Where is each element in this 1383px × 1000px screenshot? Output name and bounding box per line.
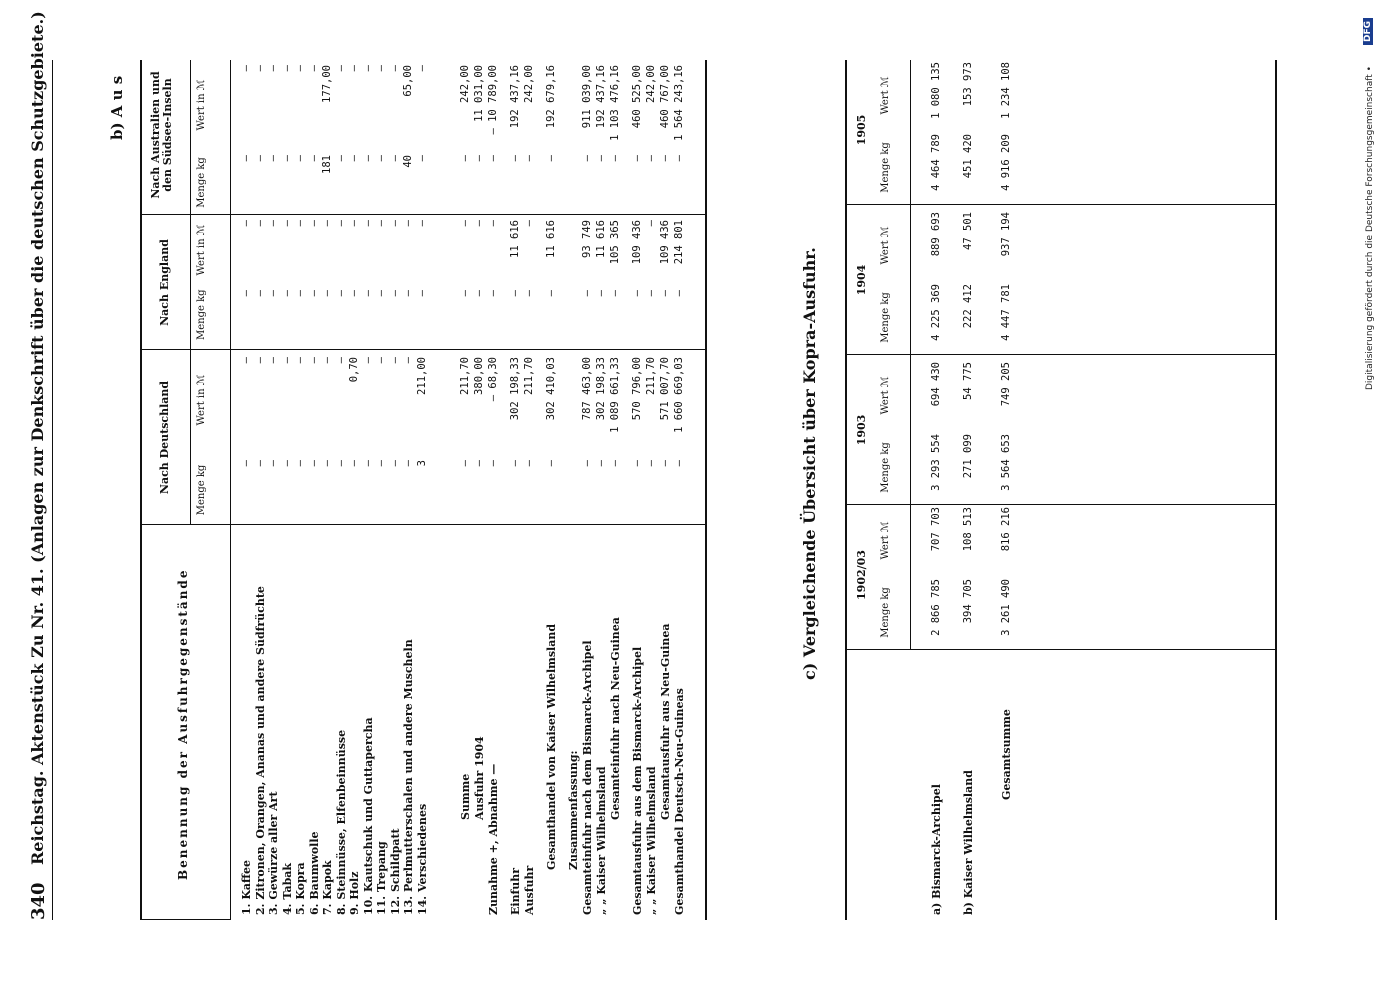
summary-cell-en_w: — xyxy=(487,220,499,227)
kopra-row-name: b) Kaiser Wilhelmsland xyxy=(962,770,975,915)
item-cell-au_m: — xyxy=(294,155,306,162)
summary-name: Gesamthandel Deutsch-Neu-Guineas xyxy=(673,688,686,915)
summary-cell-en_m: — xyxy=(631,290,643,297)
summary-cell-de_w: 211,70 xyxy=(459,357,471,395)
item-cell-au_m: — xyxy=(348,155,360,162)
item-cell-en_w: — xyxy=(240,220,252,227)
summary-cell-de_m: — xyxy=(645,460,657,467)
summary-cell-en_m: — xyxy=(673,290,685,297)
running-head: Reichstag. Aktenstück Zu Nr. 41. (Anlagen zur Denkschrift über die deutschen Schutzgebiete.) xyxy=(28,11,47,865)
item-cell-de_m: — xyxy=(267,460,279,467)
summary-cell-de_m: — xyxy=(487,460,499,467)
item-cell-en_w: — xyxy=(348,220,360,227)
item-cell-au_m: — xyxy=(388,155,401,162)
item-cell-au_w: — xyxy=(388,65,401,72)
wert-head: Wert ℳ xyxy=(880,226,891,265)
item-cell-en_m: — xyxy=(294,290,306,297)
kopra-cell: 3 293 554 xyxy=(930,434,942,491)
kopra-cell: 4 464 789 xyxy=(930,134,942,191)
year-head: 1904 xyxy=(855,264,868,296)
table-b-bottom-rule xyxy=(705,60,707,920)
summary-cell-au_m: — xyxy=(473,155,485,162)
menge-head: Menge kg xyxy=(880,292,891,343)
item-cell-de_w: — xyxy=(321,357,333,364)
item-cell-en_w: — xyxy=(321,220,333,227)
item-name: 2. Zitronen, Orangen, Ananas und andere Südfrüchte xyxy=(253,586,267,915)
credit-line: Digitalisierung gefördert durch die Deutsche Forschungsgemeinschaft • xyxy=(1365,66,1375,390)
summary-cell-en_w: 105 365 xyxy=(609,220,621,265)
summary-name: Gesamthandel von Kaiser Wilhelmsland xyxy=(545,623,558,870)
summary-cell-en_m: — xyxy=(659,290,671,297)
kopra-cell: 816 216 xyxy=(1000,507,1012,552)
item-cell-en_w: — xyxy=(267,220,279,227)
summary-name: Gesamteinfuhr nach Neu-Guinea xyxy=(609,617,622,820)
item-cell-en_m: — xyxy=(375,290,387,297)
summary-cell-en_m: — xyxy=(645,290,657,297)
summary-cell-au_m: — xyxy=(487,155,499,162)
item-cell-en_w: — xyxy=(415,220,428,227)
item-cell-de_m: — xyxy=(348,460,360,467)
summary-cell-en_m: — xyxy=(581,290,593,297)
en-menge-head: Menge kg xyxy=(196,289,207,340)
kopra-cell: 749 205 xyxy=(1000,362,1012,407)
item-name: 14. Verschiedenes xyxy=(415,803,429,915)
wert-head: Wert ℳ xyxy=(880,521,891,560)
item-cell-au_w: — xyxy=(294,65,306,72)
summary-cell-au_m: — xyxy=(609,155,621,162)
item-cell-en_w: — xyxy=(361,220,374,227)
table-b-left-edge xyxy=(140,919,230,920)
item-cell-de_m: — xyxy=(307,460,320,467)
summary-cell-de_w: 211,70 xyxy=(523,357,535,395)
item-cell-en_w: — xyxy=(334,220,347,227)
summary-cell-de_w: 1 089 661,33 xyxy=(609,357,621,433)
item-name: 5. Kopra xyxy=(294,862,307,915)
item-cell-de_w: — xyxy=(253,357,266,364)
head-rule xyxy=(52,60,53,920)
summary-cell-de_m: — xyxy=(659,460,671,467)
item-cell-en_w: — xyxy=(253,220,266,227)
item-cell-de_w: — xyxy=(388,357,401,364)
summary-cell-en_m: — xyxy=(595,290,607,297)
year-head: 1903 xyxy=(855,414,868,446)
kopra-cell: 4 916 209 xyxy=(1000,134,1012,191)
summary-cell-de_w: — 68,30 xyxy=(487,357,499,402)
summary-cell-de_m: — xyxy=(473,460,485,467)
item-cell-de_m: — xyxy=(240,460,252,467)
summary-name: Summe xyxy=(459,773,472,820)
item-cell-au_w: — xyxy=(348,65,360,72)
de-wert-head: Wert in ℳ xyxy=(196,374,207,426)
summary-cell-au_m: — xyxy=(523,155,535,162)
summary-cell-en_m: — xyxy=(609,290,621,297)
summary-cell-au_w: 460 525,00 xyxy=(631,65,643,129)
summary-cell-en_m: — xyxy=(509,290,521,297)
summary-cell-au_m: — xyxy=(645,155,657,162)
summary-name: „ „ Kaiser Wilhelmsland xyxy=(595,766,608,915)
summary-cell-de_m: — xyxy=(673,460,685,467)
item-cell-au_w: — xyxy=(334,65,347,72)
item-cell-au_m: 181 xyxy=(321,155,333,174)
table-c-head-rule xyxy=(910,60,911,650)
page-number: 340 xyxy=(28,882,49,920)
item-cell-de_m: — xyxy=(334,460,347,467)
item-cell-en_w: — xyxy=(388,220,401,227)
item-cell-au_w: — xyxy=(307,65,320,72)
item-cell-de_m: — xyxy=(402,460,414,467)
kopra-cell: 1 234 108 xyxy=(1000,62,1012,119)
item-cell-en_m: — xyxy=(361,290,374,297)
table-b-col-items: Benennung der Ausfuhrgegenstände xyxy=(176,568,190,880)
item-cell-de_w: — xyxy=(294,357,306,364)
summary-cell-en_m: — xyxy=(487,290,499,297)
summary-cell-en_w: 11 616 xyxy=(509,220,521,258)
summary-name: Gesamteinfuhr nach dem Bismarck-Archipel xyxy=(581,640,594,915)
summary-cell-au_w: 192 437,16 xyxy=(595,65,607,129)
kopra-cell: 694 430 xyxy=(930,362,942,407)
item-cell-de_m: — xyxy=(388,460,401,467)
kopra-cell: 3 564 653 xyxy=(1000,434,1012,491)
menge-head: Menge kg xyxy=(880,587,891,638)
item-name: 1. Kaffee xyxy=(240,859,253,915)
item-cell-de_w: — xyxy=(280,357,293,364)
kopra-cell: 4 447 781 xyxy=(1000,284,1012,341)
summary-cell-en_w: — xyxy=(645,220,657,227)
item-cell-en_m: — xyxy=(267,290,279,297)
table-c-title: c) Vergleichende Übersicht über Kopra-Ausfuhr. xyxy=(800,247,819,680)
summary-cell-de_m: — xyxy=(459,460,471,467)
item-cell-de_w: — xyxy=(240,357,252,364)
summary-cell-en_w: 11 616 xyxy=(545,220,557,258)
summary-cell-au_w: 11 031,00 xyxy=(473,65,485,122)
table-b-top-rule xyxy=(140,60,142,920)
kopra-row-name: a) Bismarck-Archipel xyxy=(930,784,943,915)
item-name: 12. Schildpatt xyxy=(388,828,402,915)
summary-cell-de_w: 571 007,70 xyxy=(659,357,671,421)
kopra-cell: 271 099 xyxy=(962,434,974,479)
kopra-cell: 47 501 xyxy=(962,212,974,250)
item-cell-au_m: 40 xyxy=(402,155,414,168)
summary-cell-au_m: — xyxy=(581,155,593,162)
item-cell-de_w: 211,00 xyxy=(415,357,428,395)
summary-cell-au_w: 242,00 xyxy=(523,65,535,103)
en-wert-head: Wert in ℳ xyxy=(196,224,207,276)
item-cell-en_m: — xyxy=(388,290,401,297)
summary-cell-en_w: 11 616 xyxy=(595,220,607,258)
summary-cell-au_m: — xyxy=(509,155,521,162)
summary-cell-en_w: 109 436 xyxy=(631,220,643,265)
item-cell-au_w: — xyxy=(415,65,428,72)
summary-cell-en_m: — xyxy=(459,290,471,297)
item-cell-au_w: — xyxy=(375,65,387,72)
item-cell-au_m: — xyxy=(240,155,252,162)
au-menge-head: Menge kg xyxy=(196,157,207,208)
summary-cell-de_w: 302 198,33 xyxy=(509,357,521,421)
item-cell-de_m: 3 xyxy=(415,460,428,467)
summary-cell-en_m: — xyxy=(523,290,535,297)
item-cell-en_w: — xyxy=(294,220,306,227)
summary-name: Gesamtausfuhr aus Neu-Guinea xyxy=(659,623,672,820)
summary-cell-de_m: — xyxy=(581,460,593,467)
summary-cell-en_w: 214 801 xyxy=(673,220,685,265)
summary-cell-au_w: 460 767,00 xyxy=(659,65,671,129)
summary-cell-de_m: — xyxy=(523,460,535,467)
item-name: 11. Trepang xyxy=(375,841,388,915)
summary-cell-au_m: — xyxy=(545,155,557,162)
group-deutschland: Nach Deutschland xyxy=(158,380,171,495)
kopra-cell: 889 693 xyxy=(930,212,942,257)
item-name: 9. Holz xyxy=(348,871,361,915)
kopra-row-name: Gesamtsumme xyxy=(1000,709,1013,800)
item-cell-au_w: — xyxy=(361,65,374,72)
item-cell-en_m: — xyxy=(280,290,293,297)
table-b-head-rule xyxy=(230,60,231,920)
summary-cell-en_m: — xyxy=(545,290,557,297)
item-name: 4. Tabak xyxy=(280,862,294,915)
summary-cell-de_w: 570 796,00 xyxy=(631,357,643,421)
summary-cell-de_m: — xyxy=(609,460,621,467)
summary-name: Gesamtausfuhr aus dem Bismarck-Archipel xyxy=(631,646,644,915)
item-cell-en_w: — xyxy=(375,220,387,227)
table-c-top-rule xyxy=(845,60,847,920)
summary-name: „ „ Kaiser Wilhelmsland xyxy=(645,766,658,915)
group-australien: Nach Australien und den Südsee-Inseln xyxy=(149,71,174,199)
item-cell-en_m: — xyxy=(415,290,428,297)
menge-head: Menge kg xyxy=(880,142,891,193)
menge-head: Menge kg xyxy=(880,442,891,493)
summary-cell-au_m: — xyxy=(659,155,671,162)
kopra-cell: 1 080 135 xyxy=(930,62,942,119)
summary-cell-de_w: 302 410,03 xyxy=(545,357,557,421)
item-cell-de_w: — xyxy=(402,357,414,364)
summary-cell-au_w: 1 564 243,16 xyxy=(673,65,685,141)
summary-cell-de_w: 302 198,33 xyxy=(595,357,607,421)
summary-name: Ausfuhr 1904 xyxy=(473,736,486,820)
group-england: Nach England xyxy=(158,239,171,326)
kopra-cell: 707 703 xyxy=(930,507,942,552)
dfg-logo: DFG xyxy=(1363,18,1373,45)
summary-cell-en_w: 109 436 xyxy=(659,220,671,265)
kopra-cell: 451 420 xyxy=(962,134,974,179)
kopra-cell: 108 513 xyxy=(962,507,974,552)
summary-cell-au_m: — xyxy=(673,155,685,162)
kopra-cell: 2 866 785 xyxy=(930,579,942,636)
item-cell-au_m: — xyxy=(253,155,266,162)
summary-cell-au_w: 192 437,16 xyxy=(509,65,521,129)
summary-cell-de_m: — xyxy=(631,460,643,467)
item-cell-en_m: — xyxy=(253,290,266,297)
item-cell-en_m: — xyxy=(307,290,320,297)
summary-cell-de_m: — xyxy=(545,460,557,467)
item-cell-au_m: — xyxy=(280,155,293,162)
item-cell-de_m: — xyxy=(280,460,293,467)
item-name: 6. Baumwolle xyxy=(307,831,321,915)
summary-cell-au_w: 192 679,16 xyxy=(545,65,557,129)
item-cell-de_w: 0,70 xyxy=(348,357,360,383)
kopra-cell: 937 194 xyxy=(1000,212,1012,257)
item-cell-de_m: — xyxy=(375,460,387,467)
item-name: 10. Kautschuk und Guttapercha xyxy=(361,717,375,915)
year-head: 1905 xyxy=(855,114,868,146)
summary-name: Einfuhr xyxy=(509,867,522,915)
item-name: 8. Steinnüsse, Elfenbeinnüsse xyxy=(334,729,348,915)
item-cell-de_m: — xyxy=(321,460,333,467)
summary-cell-de_w: 211,70 xyxy=(645,357,657,395)
summary-cell-au_m: — xyxy=(595,155,607,162)
summary-name: Ausfuhr xyxy=(523,865,536,915)
de-menge-head: Menge kg xyxy=(196,464,207,516)
summary-cell-au_w: 242,00 xyxy=(645,65,657,103)
summary-cell-de_m: — xyxy=(509,460,521,467)
au-wert-head: Wert in ℳ xyxy=(196,79,207,131)
item-cell-au_m: — xyxy=(334,155,347,162)
item-cell-au_w: — xyxy=(240,65,252,72)
item-cell-en_m: — xyxy=(348,290,360,297)
item-cell-de_m: — xyxy=(361,460,374,467)
item-cell-de_m: — xyxy=(253,460,266,467)
item-cell-au_m: — xyxy=(361,155,374,162)
item-cell-au_m: — xyxy=(375,155,387,162)
summary-cell-en_w: — xyxy=(473,220,485,227)
wert-head: Wert ℳ xyxy=(880,376,891,415)
item-name: 7. Kapok xyxy=(321,860,334,915)
summary-cell-au_m: — xyxy=(459,155,471,162)
table-b-sep-en xyxy=(140,214,705,215)
item-cell-au_m: — xyxy=(307,155,320,162)
summary-cell-en_w: — xyxy=(459,220,471,227)
item-name: 13. Perlmutterschalen und andere Muscheln xyxy=(402,639,415,915)
kopra-cell: 54 775 xyxy=(962,362,974,400)
summary-cell-en_w: — xyxy=(523,220,535,227)
item-cell-au_w: — xyxy=(253,65,266,72)
section-b-title: b) A u s xyxy=(108,75,126,140)
table-c-bottom-rule xyxy=(1275,60,1277,920)
item-cell-de_w: — xyxy=(361,357,374,364)
kopra-cell: 394 705 xyxy=(962,579,974,624)
summary-cell-en_w: 93 749 xyxy=(581,220,593,258)
wert-head: Wert ℳ xyxy=(880,76,891,115)
kopra-cell: 3 261 490 xyxy=(1000,579,1012,636)
summary-cell-de_w: 380,00 xyxy=(473,357,485,395)
item-cell-en_w: — xyxy=(280,220,293,227)
summary-cell-au_m: — xyxy=(631,155,643,162)
summary-cell-au_w: 1 103 476,16 xyxy=(609,65,621,141)
item-cell-de_w: — xyxy=(334,357,347,364)
item-cell-en_w: — xyxy=(402,220,414,227)
summary-name: Zusammenfassung: xyxy=(567,750,580,870)
item-cell-en_m: — xyxy=(321,290,333,297)
item-cell-de_w: — xyxy=(307,357,320,364)
item-cell-au_w: — xyxy=(267,65,279,72)
table-b-sep-items xyxy=(140,524,705,525)
summary-cell-au_w: — 10 789,00 xyxy=(487,65,499,135)
year-head: 1902/03 xyxy=(855,550,868,600)
summary-cell-au_w: 242,00 xyxy=(459,65,471,103)
kopra-cell: 222 412 xyxy=(962,284,974,329)
summary-name: Zunahme +, Abnahme — xyxy=(487,763,500,915)
item-cell-de_m: — xyxy=(294,460,306,467)
table-b-sep-de xyxy=(140,349,705,350)
summary-cell-de_w: 787 463,00 xyxy=(581,357,593,421)
item-cell-en_m: — xyxy=(240,290,252,297)
item-cell-en_m: — xyxy=(334,290,347,297)
item-name: 3. Gewürze aller Art xyxy=(267,791,280,915)
summary-cell-de_m: — xyxy=(595,460,607,467)
item-cell-au_m: — xyxy=(267,155,279,162)
group-sub-rule xyxy=(190,60,191,525)
item-cell-au_w: 177,00 xyxy=(321,65,333,103)
kopra-cell: 4 225 369 xyxy=(930,284,942,341)
summary-cell-en_m: — xyxy=(473,290,485,297)
kopra-cell: 153 973 xyxy=(962,62,974,107)
item-cell-en_m: — xyxy=(402,290,414,297)
item-cell-en_w: — xyxy=(307,220,320,227)
item-cell-au_w: — xyxy=(280,65,293,72)
summary-cell-au_w: 911 039,00 xyxy=(581,65,593,129)
item-cell-de_w: — xyxy=(375,357,387,364)
summary-cell-de_w: 1 660 669,03 xyxy=(673,357,685,433)
item-cell-de_w: — xyxy=(267,357,279,364)
item-cell-au_m: — xyxy=(415,155,428,162)
item-cell-au_w: 65,00 xyxy=(402,65,414,97)
